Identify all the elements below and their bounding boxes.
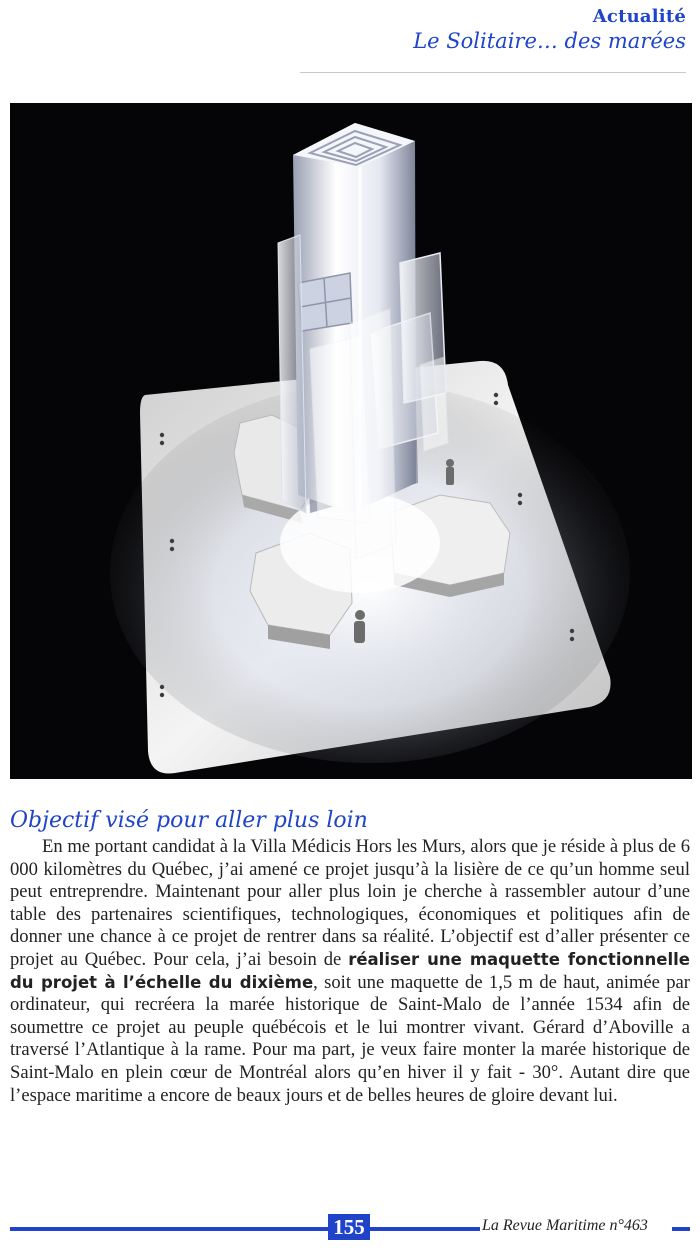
section-subheading: Objectif visé pour aller plus loin [10, 808, 368, 833]
paragraph-text-end: , soit une maquette de 1,5 m de haut, animée par ordinateur, qui recréera la marée historique de Saint-Malo de l’année 1534 afin de soumettre ce projet au peuple québécois et le lui montrer vivant. Gérard d’Aboville a traversé l’Atlantique à la rame. Pour ma part, je veux faire monter la marée historique de Saint-Malo en plein cœur de Montréal alors qu’en hiver il y fait - 30°. Autant dire que l’espace maritime a encore de beaux jours et de belles heures de gloire devant lui. [10, 971, 690, 1106]
footer-rule-tail [672, 1227, 690, 1231]
magazine-credit: La Revue Maritime n°463 [482, 1217, 648, 1234]
section-label: Actualité [592, 6, 686, 27]
article-body [10, 836, 690, 1107]
paragraph-emphasis: réaliser une maquette fonctionnelle du projet à l’échelle du dixième [10, 949, 690, 992]
running-header [413, 6, 686, 53]
article-paragraph [10, 836, 690, 1107]
footer-rule-left [10, 1227, 328, 1231]
tower-model-photo [10, 103, 692, 779]
article-title: Le Solitaire… des marées [413, 29, 686, 53]
page-number: 155 [328, 1214, 370, 1240]
header-divider [300, 72, 686, 73]
footer-rule-right [370, 1227, 480, 1231]
paragraph-text-start: En me portant candidat à la Villa Médicis Hors les Murs, alors que je réside à plus de 6 000 kilomètres du Québec, j’ai amené ce projet jusqu’à la lisière de ce qu’un homme seul peut entreprendre. Maintenant pour aller plus loin je cherche à rassembler autour d’une table des partenaires scientifiques, technologiques, économiques et politiques afin de donner une chance à ce projet de rentrer dans sa réalité. L’objectif est d’aller présenter ce projet au Québec. Pour cela, j’ai besoin de [10, 836, 690, 970]
